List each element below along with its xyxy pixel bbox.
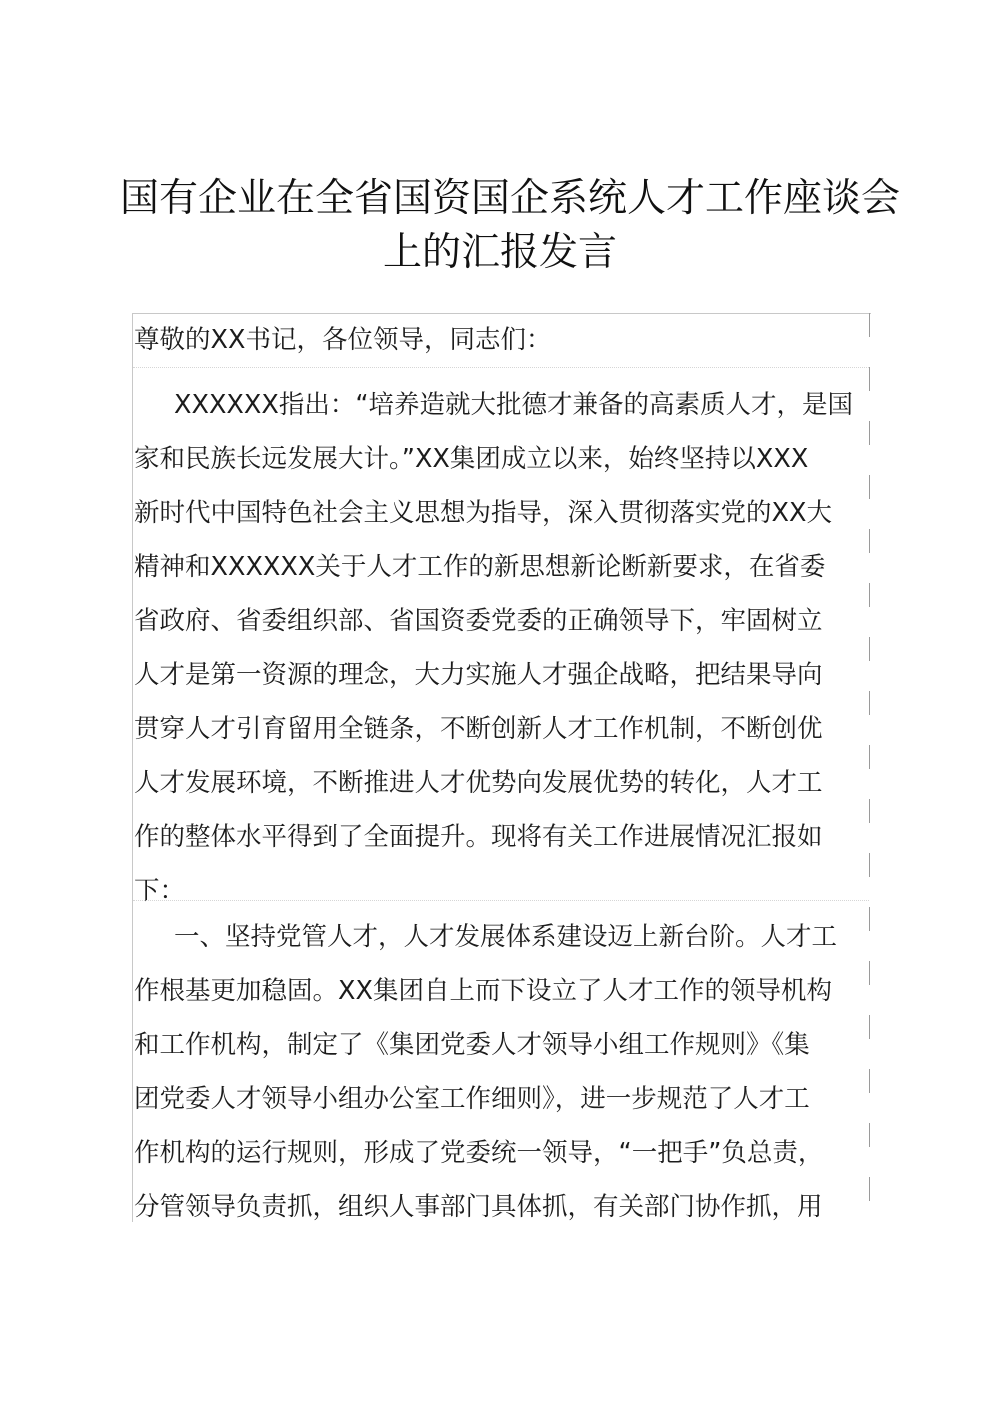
paragraph-separator	[133, 900, 869, 901]
paragraph-1-line: XXXXXX指出：“培养造就大批德才兼备的高素质人才，是国	[174, 390, 854, 420]
paragraph-1	[134, 378, 868, 918]
paragraph-1-line: 精神和XXXXXX关于人才工作的新思想新论断新要求，在省委	[134, 552, 826, 582]
title-line-1: 国有企业在全省国资国企系统人才工作座谈会	[120, 176, 901, 221]
paragraph-1-line: 下：	[134, 876, 186, 906]
salutation-line: 尊敬的XX书记，各位领导，同志们：	[134, 325, 552, 355]
paragraph-2-line: 和工作机构，制定了《集团党委人才领导小组工作规则》《集	[134, 1030, 810, 1060]
document-title	[120, 172, 901, 280]
paragraph-1-line: 人才发展环境，不断推进人才优势向发展优势的转化，人才工	[134, 768, 823, 798]
paragraph-1-line: 省政府、省委组织部、省国资委党委的正确领导下，牢固树立	[134, 606, 823, 636]
title-line-2: 上的汇报发言	[382, 230, 617, 275]
paragraph-1-line: 新时代中国特色社会主义思想为指导，深入贯彻落实党的XX大	[134, 498, 832, 528]
paragraph-2-line: 作根基更加稳固。XX集团自上而下设立了人才工作的领导机构	[134, 976, 832, 1006]
paragraph-1-line: 人才是第一资源的理念，大力实施人才强企战略，把结果导向	[134, 660, 823, 690]
text-frame-right-edge	[869, 313, 870, 1221]
paragraph-2-line: 团党委人才领导小组办公室工作细则》，进一步规范了人才工	[134, 1084, 810, 1114]
paragraph-1-line: 家和民族长远发展大计。”XX集团成立以来，始终坚持以XXX	[134, 444, 809, 474]
salutation	[134, 313, 868, 367]
paragraph-1-line: 作的整体水平得到了全面提升。现将有关工作进展情况汇报如	[134, 822, 823, 852]
paragraph-2-line: 一、坚持党管人才，人才发展体系建设迈上新台阶。人才工	[174, 922, 838, 952]
paragraph-1-line: 贯穿人才引育留用全链条，不断创新人才工作机制，不断创优	[134, 714, 823, 744]
paragraph-separator	[133, 367, 869, 368]
paragraph-2-line: 作机构的运行规则，形成了党委统一领导，“一把手”负总责，	[134, 1138, 824, 1168]
paragraph-2-line: 分管领导负责抓，组织人事部门具体抓，有关部门协作抓，用	[134, 1192, 823, 1222]
paragraph-2	[134, 910, 868, 1234]
